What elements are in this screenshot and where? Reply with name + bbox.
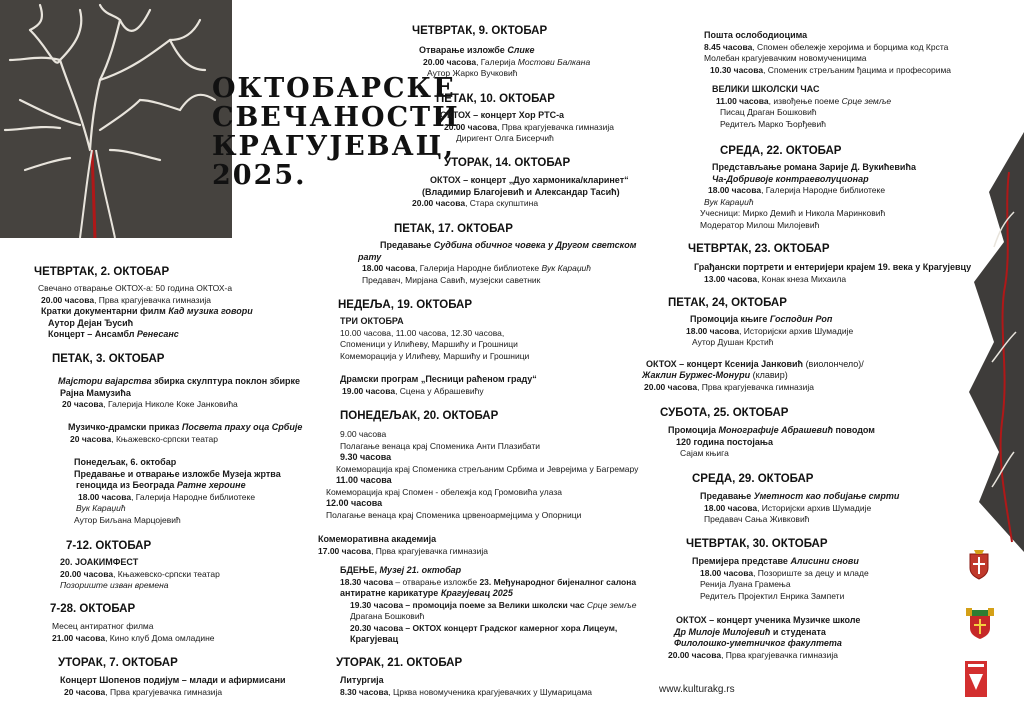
event-title: Премијера представе Алисини снови [692,556,859,566]
event-title: Комеморација крај Спомен - обележја код Громовића улаза [326,486,562,497]
event-time: 20.30 часова – ОКТОХ концерт Градског камерног хора Лицеум, [350,622,618,633]
event-title: Предавање Судбина обичног човека у Другом светском [380,240,637,250]
event-director: Редитељ Пројектил Енрика Зампети [700,590,845,601]
event-block [52,621,215,644]
event-block [60,557,220,592]
day-heading: ПЕТАК, 17. ОКТОБАР [394,223,513,235]
event-block [700,162,916,231]
event-title: ОКТОХ – концерт Ксенија Јанковић (виолончело)/ [646,358,864,369]
event-time: 18.00 часова, Галерија Народне библиотеке Вук Караџић [362,263,592,273]
event-title: ОКТОХ – концерт Хор РТС-а [440,110,565,120]
event-time: 18.00 часова, Галерија Народне библиотеке [708,185,886,195]
event-title: Кратки документарни филм Кад музика говори [41,306,253,316]
event-block [694,262,971,285]
day-heading: СУБОТА, 25. ОКТОБАР [660,407,789,419]
event-title: Крагујевац [350,634,399,644]
day-heading: ЧЕТВРТАК, 23. ОКТОБАР [688,243,830,255]
event-block [60,675,286,698]
event-time: 20 часова, Галерија Николе Коке Јанковића [62,399,238,409]
event-time: 18.00 часова, Галерија Народне библиотеке [78,491,256,502]
festival-title [212,73,460,191]
event-time: 18.30 часова – отварање изложбе 23. Међународног бијеналног салона [340,576,637,587]
event-title: Ча-Добривоје контраеволуционар [712,173,869,184]
event-time: 11.00 часова, извођење поеме Срце земље [716,95,892,106]
event-time: 20 часова, Прва крагујевачка гимназија [64,686,223,697]
event-title: 120 година постојања [676,436,773,447]
event-lecturer: Предавач, Мирјана Савић, музејски саветник [362,274,541,285]
event-block [58,376,300,411]
event-time: 18.00 часова, Историјски архив Шумадије [686,325,854,336]
event-title: ТРИ ОКТОБРА [340,316,404,326]
event-time: 9.00 часова [340,429,387,439]
event-block [358,240,636,286]
day-heading: УТОРАК, 14. ОКТОБАР [444,157,571,169]
event-time: 21.00 часова, Кино клуб Дома омладине [52,632,215,643]
event-title: Комеморативна академија [318,534,437,544]
event-date: Понедељак, 6. октобар [74,457,177,467]
event-block [440,110,614,145]
event-block [704,30,951,76]
event-block [318,429,638,646]
event-author: Аутор Дејан Ђусић [48,317,134,328]
event-title: Пошта ослободиоцима [704,30,808,40]
event-title: Мајстори вајарства збирка скулптура поклон збирке [58,376,301,386]
event-author: Аутор Жарко Вучковић [427,68,518,78]
day-heading: ЧЕТВРТАК, 9. ОКТОБАР [412,25,548,37]
event-title: Промоција књиге Господин Роп [690,314,833,324]
title-line: СВЕЧАНОСТИ [212,102,460,133]
event-time: 8.30 часова, Црква новомученика крагујевачких у Шумарицама [340,686,593,697]
event-lecturer: Предавач Сања Живковић [704,514,810,524]
event-title: БДЕЊЕ, Музеј 21. октобар [340,565,462,575]
event-time: 18.00 часова, Позориште за децу и младе [700,567,869,578]
day-heading: СРЕДА, 22. ОКТОБАР [720,145,842,157]
day-heading: 7-28. ОКТОБАР [50,603,136,615]
event-moderator: Модератор Милош Милојевић [700,219,820,230]
event-title: Музичко-драмски приказ Посвета праху оца Србије [68,422,303,432]
event-time: 8.45 часова, Спомен обележје херојима и борцима код Крста [704,41,949,52]
event-title: Филолошко-уметничког факултета [674,638,842,648]
serbia-coat-of-arms-icon [964,548,994,578]
day-heading: ЧЕТВРТАК, 30. ОКТОБАР [686,538,828,550]
event-author: Аутор Душан Крстић [692,337,774,347]
event-block [68,422,302,445]
event-title: Рајна Мамузића [60,387,131,398]
event-block [700,491,899,526]
event-author: Аутор Биљана Марцојевић [74,514,181,525]
event-time: 20 часова, Књажевско-српски театар [70,433,218,444]
event-conductor: Диригент Олга Бисерчић [456,133,554,143]
event-venue: Споменици у Илићеву, Маршићу и Грошници [340,339,518,349]
event-director: Редитељ Марко Ђорђевић [720,118,826,129]
event-title: антиратне карикатуре Крагујевац 2025 [340,588,513,598]
cultural-center-logo-icon [964,660,994,690]
event-time: 20.00 часова, Прва крагујевачка гимназија [668,649,838,660]
event-author: Писац Драган Бошковић [720,107,817,117]
event-block [642,314,864,393]
event-title: Жаклин Буржес-Монури (клавир) [642,370,788,380]
event-block [74,457,281,526]
day-heading: ПОНЕДЕЉАК, 20. ОКТОБАР [340,410,499,422]
kragujevac-coat-of-arms-icon [964,606,994,636]
event-title: рату [358,251,382,262]
event-title: Промоција Монографије Абрашевић поводом [668,425,875,435]
title-line: 2025. [212,160,307,191]
event-title: геноцида из Београда Ратне хероине [76,480,246,490]
day-heading: НЕДЕЉА, 19. ОКТОБАР [338,299,473,311]
event-subtitle: Позориште изван времена [60,580,169,590]
title-line: ОКТОБАРСКЕ [212,73,456,104]
day-heading: УТОРАК, 7. ОКТОБАР [58,657,178,669]
event-title: Месец антиратног филма [52,621,154,631]
event-title: Грађански портрети и ентеријери крајем 19. века у Крагујевцу [694,262,972,272]
event-time: 20.00 часова, Прва крагујевачка гимназија [644,381,814,392]
event-time: 13.00 часова, Конак кнеза Михаила [704,273,847,284]
event-time: 10.00 часова, 11.00 часова, 12.30 часова, [340,327,505,338]
event-time: 20.00 часова, Галерија Мостови Балкана [423,56,591,67]
event-title: Предавање Уметност као побијање смрти [700,491,900,501]
event-block [412,175,629,210]
event-block [419,45,590,80]
event-title: Концерт – Ансамбл Ренесанс [48,329,179,339]
event-participants: Учесници: Мирко Демић и Никола Маринковић [700,208,886,218]
event-block [38,283,253,341]
event-title: Свечано отварање ОКТОХ-а: 50 година ОКТОХ-а [38,283,233,293]
event-title: ОКТОХ – концерт „Дуо хармоника/кларинет“ [430,175,629,185]
right-edge-artwork [964,132,1024,552]
event-block [340,675,592,698]
event-time: 18.00 часова, Историјски архив Шумадије [704,502,872,513]
event-time: 20.00 часова, Прва крагујевачка гимназија [444,121,614,132]
day-heading: ПЕТАК, 10. ОКТОБАР [436,93,555,105]
day-heading: ЧЕТВРТАК, 2. ОКТОБАР [34,266,170,278]
event-title: Комеморација крај Споменика стрељаним Србима и Јеврејима у Багремару [336,463,639,474]
event-title: ВЕЛИКИ ШКОЛСКИ ЧАС [712,84,820,94]
day-heading: СРЕДА, 29. ОКТОБАР [692,473,814,485]
website-link[interactable]: www.kulturakg.rs [659,684,735,695]
event-block [668,425,875,460]
event-venue: Сајам књига [680,448,729,458]
event-time: 12.00 часова [326,498,383,508]
event-title: Предавање и отварање изложбе Музеја жртва [74,468,281,479]
event-venue: Вук Караџић [76,503,126,513]
event-block [712,84,891,130]
event-title: Полагање венаца крај Споменика црвеноармејцима у Опорници [326,509,582,520]
event-author: Драгана Бошковић [350,611,425,621]
day-heading: ПЕТАК, 24, ОКТОБАР [668,297,787,309]
event-venue: Комеморација у Илићеву, Маршићу и Грошници [340,350,530,361]
event-title: 20. ЈОАКИМФЕСТ [60,557,139,567]
title-line: КРАГУЈЕВАЦ, [212,131,456,162]
day-heading: УТОРАК, 21. ОКТОБАР [336,657,463,669]
tree-roots-artwork [0,0,232,238]
event-title: Молебан крагујевачким новомученицима [704,53,867,63]
event-time: 11.00 часова [336,475,392,485]
event-title: Отварање изложбе Слике [419,45,535,55]
event-block [340,316,529,362]
event-title: Драмски програм „Песници раћеном граду“ [340,374,537,384]
day-heading: 7-12. ОКТОБАР [66,540,152,552]
event-time: 10.30 часова, Споменик стрељаним ђацима и професорима [710,64,952,75]
cover-artwork [0,0,232,238]
event-time: 9.30 часова [340,452,392,462]
event-time: 20.00 часова, Књажевско-српски театар [60,568,220,579]
event-title: Др Милоје Милојевић и студената [674,626,826,637]
event-title: Представљање романа Зарије Д. Вукићевића [712,162,916,172]
event-time: 20.00 часова, Стара скупштина [412,198,539,208]
event-time: 19.30 часова – промоција поеме за Велики школски час Срце земље [350,599,637,610]
event-title: Концерт Шопенов подијум – млади и афирмисани [60,675,286,685]
event-block [670,556,869,661]
event-author: Ренија Луана Грамења [700,579,791,589]
event-title: Литургија [340,675,384,685]
event-performers: (Владимир Благојевић и Александар Тасић) [422,186,620,197]
event-title: Полагање венаца крај Споменика Анти Плазибати [340,440,540,451]
event-block [340,374,537,397]
event-time: 20.00 часова, Прва крагујевачка гимназија [41,294,211,305]
event-time: 19.00 часова, Сцена у Абрашевићу [342,385,484,396]
day-heading: ПЕТАК, 3. ОКТОБАР [52,353,165,365]
event-time: 17.00 часова, Прва крагујевачка гимназија [318,545,488,556]
event-title: ОКТОХ – концерт ученика Музичке школе [676,615,861,625]
event-venue: Вук Караџић [704,196,754,207]
